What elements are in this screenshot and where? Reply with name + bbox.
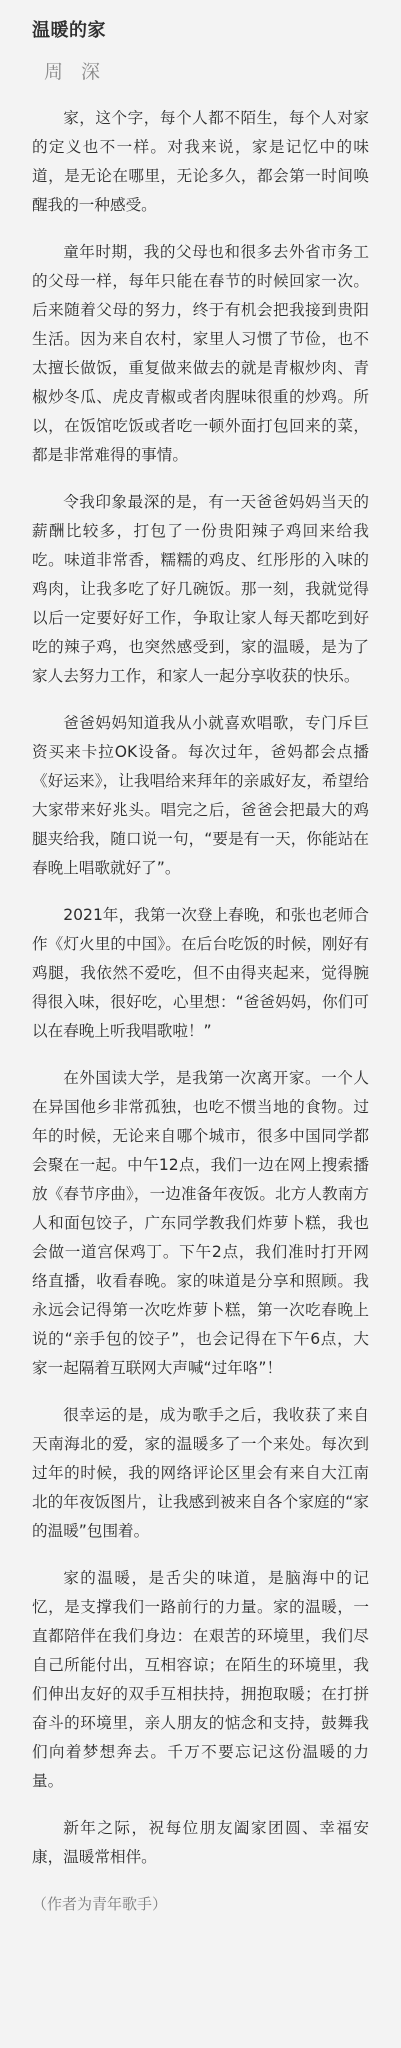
article-author: 周 深 bbox=[44, 61, 107, 83]
article-title: 温暖的家 bbox=[32, 20, 106, 41]
paragraph-2: 童年时期，我的父母也和很多去外省市务工的父母一样，每年只能在春节的时候回家一次。后来随着父母的努力，终于有机会把我接到贵阳生活。因为来自农村，家里人习惯了节俭，也不太擅长做饭，重复做来做去的就是青椒炒肉、青椒炒冬瓜、虎皮青椒或者肉腥味很重的炒鸡。所以，在饭馆吃饭或者吃一顿外面打包回来的菜，都是非常难得的事情。 bbox=[32, 243, 369, 464]
paragraph-9: 新年之际，祝每位朋友阖家团圆、幸福安康，温暖常相伴。 bbox=[32, 1819, 369, 1866]
paragraph-4: 爸爸妈妈知道我从小就喜欢唱歌，专门斥巨资买来卡拉OK设备。每次过年，爸妈都会点播《好运来》，让我唱给来拜年的亲戚好友，希望给大家带来好兆头。唱完之后，爸爸会把最大的鸡腿夹给我，随口说一句，“要是有一天，你能站在春晚上唱歌就好了”。 bbox=[32, 714, 369, 877]
author-credit: （作者为青年歌手） bbox=[32, 1895, 168, 1913]
paragraph-1: 家，这个字，每个人都不陌生，每个人对家的定义也不一样。对我来说，家是记忆中的味道，是无论在哪里，无论多久，都会第一时间唤醒我的一种感受。 bbox=[32, 109, 369, 214]
paragraph-6: 在外国读大学，是我第一次离开家。一个人在异国他乡非常孤独，也吃不惯当地的食物。过年的时候，无论来自哪个城市，很多中国同学都会聚在一起。中午12点，我们一边在网上搜索播放《春节序曲》，一边准备年夜饭。北方人教南方人和面包饺子，广东同学教我们炸萝卜糕，我也会做一道宫保鸡丁。下午2点，我们准时打开网络直播，收看春晚。家的味道是分享和照顾。我永远会记得第一次吃炸萝卜糕，第一次吃春晚上说的“亲手包的饺子”，也会记得在下午6点，大家一起隔着互联网大声喊“过年咯”！ bbox=[32, 1069, 369, 1377]
paragraph-3: 令我印象最深的是，有一天爸爸妈妈当天的薪酬比较多，打包了一份贵阳辣子鸡回来给我吃。味道非常香，糯糯的鸡皮、红彤彤的入味的鸡肉，让我多吃了好几碗饭。那一刻，我就觉得以后一定要好好工作，争取让家人每天都吃到好吃的辣子鸡，也突然感受到，家的温暖，是为了家人去努力工作，和家人一起分享收获的快乐。 bbox=[32, 493, 369, 685]
paragraph-7: 很幸运的是，成为歌手之后，我收获了来自天南海北的爱，家的温暖多了一个来处。每次到过年的时候，我的网络评论区里会有来自大江南北的年夜饭图片，让我感到被来自各个家庭的“家的温暖”包围着。 bbox=[32, 1406, 369, 1540]
paragraph-8: 家的温暖，是舌尖的味道，是脑海中的记忆，是支撑我们一路前行的力量。家的温暖，一直都陪伴在我们身边：在艰苦的环境里，我们尽自己所能付出，互相容谅；在陌生的环境里，我们伸出友好的双手互相扶持，拥抱取暖；在打拼奋斗的环境里，亲人朋友的惦念和支持，鼓舞我们向着梦想奔去。千万不要忘记这份温暖的力量。 bbox=[32, 1569, 369, 1790]
paragraph-5: 2021年，我第一次登上春晚，和张也老师合作《灯火里的中国》。在后台吃饭的时候，刚好有鸡腿，我依然不爱吃，但不由得夹起来，觉得腕得很入味，很好吃，心里想：“爸爸妈妈，你们可以在春晚上听我唱歌啦！” bbox=[32, 906, 369, 1040]
